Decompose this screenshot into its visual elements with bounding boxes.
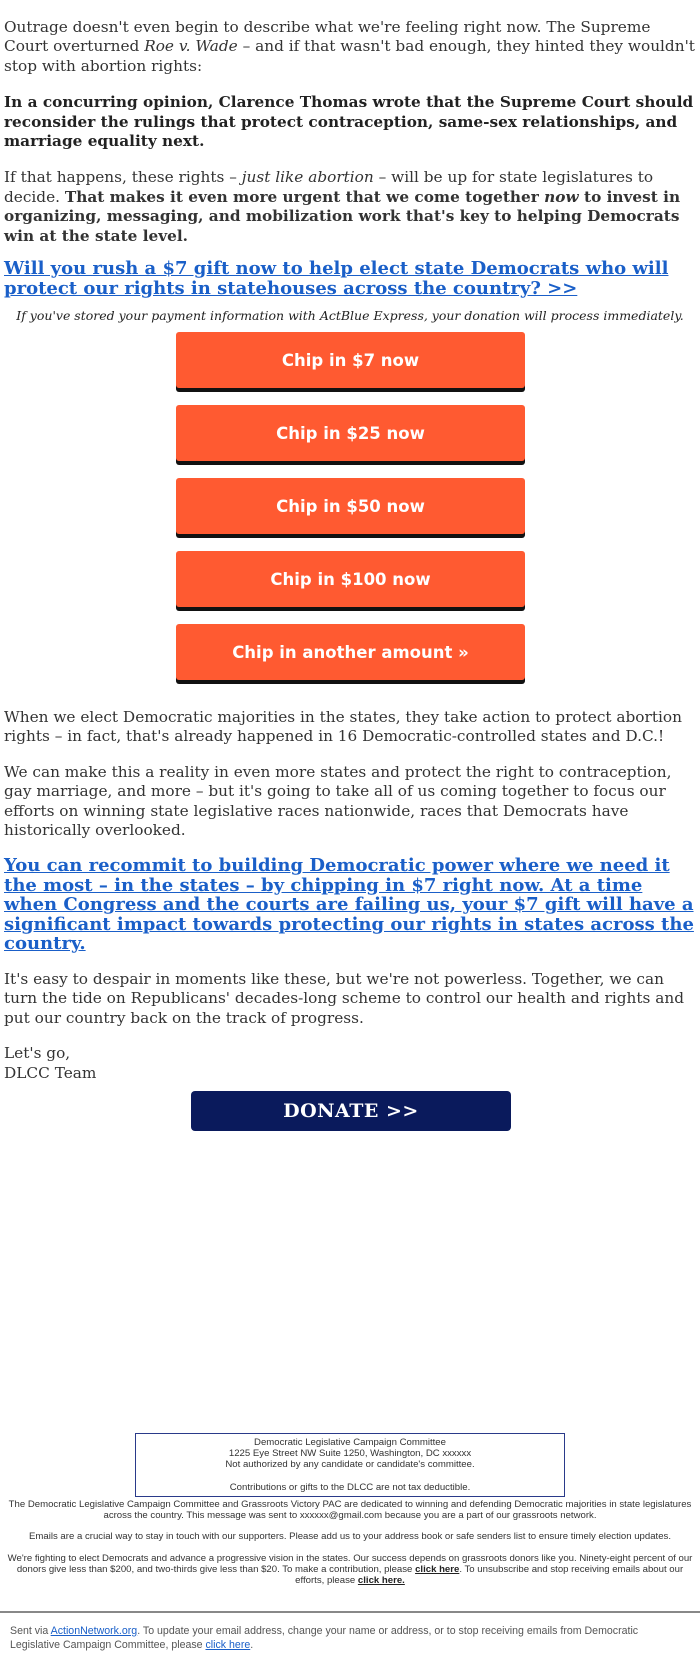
intro-text: Outrage doesn't even begin to describe what we're feeling right now. The Supreme Court overturned — [4, 18, 651, 56]
footer-text-cont: . To unsubscribe and stop receiving emails about our efforts, please — [295, 1564, 684, 1587]
body-paragraph-5: We can make this a reality in even more states and protect the right to contraception, gay marriage, and more – but it's going to take all of us coming together to focus our efforts on winning state legislative races nationwide, races that Democrats have historically overlooked. — [4, 762, 672, 840]
chip-in-7-button[interactable]: Chip in $7 now — [176, 332, 525, 388]
chip-in-100-button[interactable]: Chip in $100 now — [176, 551, 525, 607]
unsubscribe-link[interactable]: click here. — [357, 1575, 405, 1587]
body-paragraph-6: It's easy to despair in moments like these, but we're not powerless. Together, we can turn the tide on Republicans' decades-long scheme to control our health and rights and put our country back on the track of progress. — [4, 969, 684, 1027]
footer-paragraph-1: The Democratic Legislative Campaign Committee and Grassroots Victory PAC are dedicated to winning and defending Democratic majorities in state legislatures across the country. This message was sent to xxxxxx@gmail.com because you are a part of our grassroots network. — [8, 1499, 692, 1522]
footer-text: We're fighting to elect Democrats and advance a progressive vision in the states. Our success depends on grassroots donors like you. Ninety-eight percent of our donors give less than $200, and two-thirds give less than $20. To make a contribution, please — [7, 1553, 693, 1576]
cta-link-recommit[interactable]: You can recommit to building Democratic power where we need it the most – in the states – by chipping in $7 right now. At a time when Congress and the courts are failing us, your $7 gift will have a significant impact towards protecting our rights in states across the country. — [4, 855, 694, 955]
actionnetwork-link[interactable]: ActionNetwork.org — [50, 1625, 138, 1637]
address-box — [135, 1433, 565, 1497]
org-address: 1225 Eye Street NW Suite 1250, Washington, DC xxxxxx — [228, 1448, 472, 1460]
contribute-link[interactable]: click here — [415, 1564, 460, 1576]
org-name: Democratic Legislative Campaign Committee — [254, 1437, 446, 1448]
intro-text-cont: – and if that wasn't bad enough, they hinted they wouldn't stop with abortion rights: — [4, 37, 695, 75]
p3-text-cont: – will be up for state legislatures to decide. — [4, 168, 654, 206]
cta-link-gift[interactable]: Will you rush a $7 gift now to help elect state Democrats who will protect our rights in statehouses across the country? >> — [4, 258, 669, 299]
chip-in-50-button[interactable]: Chip in $50 now — [176, 478, 525, 534]
chip-in-25-button[interactable]: Chip in $25 now — [176, 405, 525, 461]
donate-button[interactable]: DONATE >> — [191, 1091, 511, 1131]
footer-paragraph-3 — [4, 1553, 696, 1587]
p3-bold-a: That makes it even more urgent that we come together — [64, 187, 545, 206]
sent-via-note — [10, 1624, 690, 1652]
email-body — [4, 18, 696, 323]
authorization-note: Not authorized by any candidate or candidate's committee. — [225, 1459, 475, 1471]
p3-bold-b: to invest in organizing, messaging, and mobilization work that's key to helping Democrats win at the state level. — [4, 187, 681, 245]
sent-via-prefix: Sent via — [10, 1625, 51, 1637]
body-paragraph-4: When we elect Democratic majorities in the states, they take action to protect abortion rights – in fact, that's already happened in 16 Democratic-controlled states and D.C.! — [4, 708, 682, 746]
sent-via-suffix: . — [250, 1639, 254, 1651]
signature: DLCC Team — [4, 1063, 97, 1082]
p3-bold-now: now — [544, 187, 579, 206]
signoff: Let's go, — [4, 1044, 71, 1063]
intro-paragraph-1 — [4, 18, 696, 76]
address-spacer — [136, 1471, 564, 1482]
footer-divider — [0, 1611, 700, 1613]
case-name: Roe v. Wade — [144, 37, 238, 56]
sent-via-text: . To update your email address, change your name or address, or to stop receiving emails from Democratic Legislative Campaign Committee, please — [10, 1625, 639, 1651]
footer-paragraph-2: Emails are a crucial way to stay in touch with our supporters. Please add us to your address book or safe senders list to ensure timely election updates. — [28, 1531, 672, 1542]
p3-italic: just like abortion — [241, 168, 374, 187]
chip-in-other-amount-button[interactable]: Chip in another amount » — [176, 624, 525, 680]
p3-text: If that happens, these rights – — [4, 168, 242, 187]
intro-paragraph-2: In a concurring opinion, Clarence Thomas wrote that the Supreme Court should reconsider the rulings that protect contraception, same-sex relationships, and marriage equality next. — [4, 93, 694, 151]
intro-paragraph-3 — [4, 168, 696, 246]
actblue-express-note: If you've stored your payment information with ActBlue Express, your donation will process immediately. — [16, 308, 684, 324]
email-body-lower — [4, 708, 696, 1083]
p3-bold — [4, 188, 680, 245]
update-preferences-link[interactable]: click here — [205, 1639, 251, 1651]
tax-note: Contributions or gifts to the DLCC are not tax deductible. — [229, 1481, 471, 1493]
